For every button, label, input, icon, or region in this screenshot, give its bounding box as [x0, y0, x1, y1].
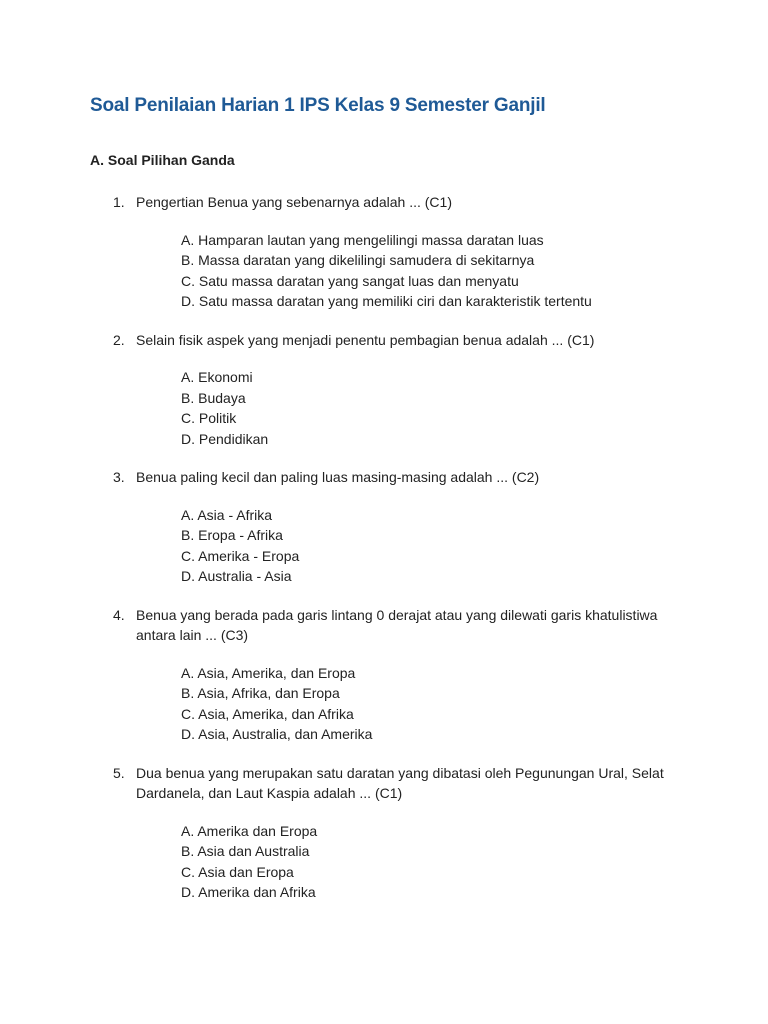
question-item	[113, 192, 683, 312]
document-title: Soal Penilaian Harian 1 IPS Kelas 9 Semester Ganjil	[90, 95, 546, 116]
answer-option: D. Amerika dan Afrika	[181, 884, 316, 900]
answer-option: A. Hamparan lautan yang mengelilingi massa daratan luas	[181, 231, 544, 248]
question-number: 1.	[113, 194, 125, 210]
question-item	[113, 330, 683, 450]
answer-options	[181, 821, 683, 903]
answer-option: A. Amerika dan Eropa	[181, 822, 318, 839]
question-text: Pengertian Benua yang sebenarnya adalah ... (C1)	[136, 194, 452, 210]
question-item	[113, 763, 683, 903]
question-item	[113, 467, 683, 587]
answer-option: B. Eropa - Afrika	[181, 527, 283, 543]
answer-option: C. Satu massa daratan yang sangat luas dan menyatu	[181, 272, 519, 289]
answer-option: B. Asia dan Australia	[181, 843, 310, 859]
answer-options	[181, 663, 683, 745]
question-list	[113, 192, 683, 921]
answer-option: D. Australia - Asia	[181, 568, 292, 584]
answer-option: A. Asia, Amerika, dan Eropa	[181, 664, 356, 681]
answer-option: D. Pendidikan	[181, 430, 269, 447]
answer-option: B. Massa daratan yang dikelilingi samudera di sekitarnya	[181, 252, 535, 268]
answer-option: A. Ekonomi	[181, 369, 253, 385]
answer-options	[181, 367, 683, 449]
question-number: 4.	[113, 606, 125, 623]
question-text: Benua yang berada pada garis lintang 0 derajat atau yang dilewati garis khatulistiwa antara lain ... (C3)	[136, 606, 658, 643]
answer-option: C. Amerika - Eropa	[181, 547, 300, 564]
answer-option: C. Asia, Amerika, dan Afrika	[181, 705, 354, 722]
answer-options	[181, 505, 683, 587]
question-item	[113, 605, 683, 745]
question-number: 2.	[113, 331, 125, 348]
answer-options	[181, 230, 683, 312]
answer-option: C. Politik	[181, 410, 237, 426]
answer-option: B. Asia, Afrika, dan Eropa	[181, 685, 340, 701]
answer-option: D. Satu massa daratan yang memiliki ciri dan karakteristik tertentu	[181, 293, 592, 309]
question-text: Dua benua yang merupakan satu daratan yang dibatasi oleh Pegunungan Ural, Selat Dardanela, dan Laut Kaspia adalah ... (C1)	[136, 764, 664, 801]
answer-option: C. Asia dan Eropa	[181, 863, 294, 880]
section-heading: A. Soal Pilihan Ganda	[90, 152, 235, 168]
question-text: Selain fisik aspek yang menjadi penentu pembagian benua adalah ... (C1)	[136, 331, 595, 348]
question-number: 3.	[113, 469, 125, 485]
answer-option: D. Asia, Australia, dan Amerika	[181, 726, 373, 742]
question-number: 5.	[113, 764, 125, 781]
question-text: Benua paling kecil dan paling luas masing-masing adalah ... (C2)	[136, 469, 540, 485]
answer-option: A. Asia - Afrika	[181, 506, 273, 523]
answer-option: B. Budaya	[181, 389, 246, 406]
